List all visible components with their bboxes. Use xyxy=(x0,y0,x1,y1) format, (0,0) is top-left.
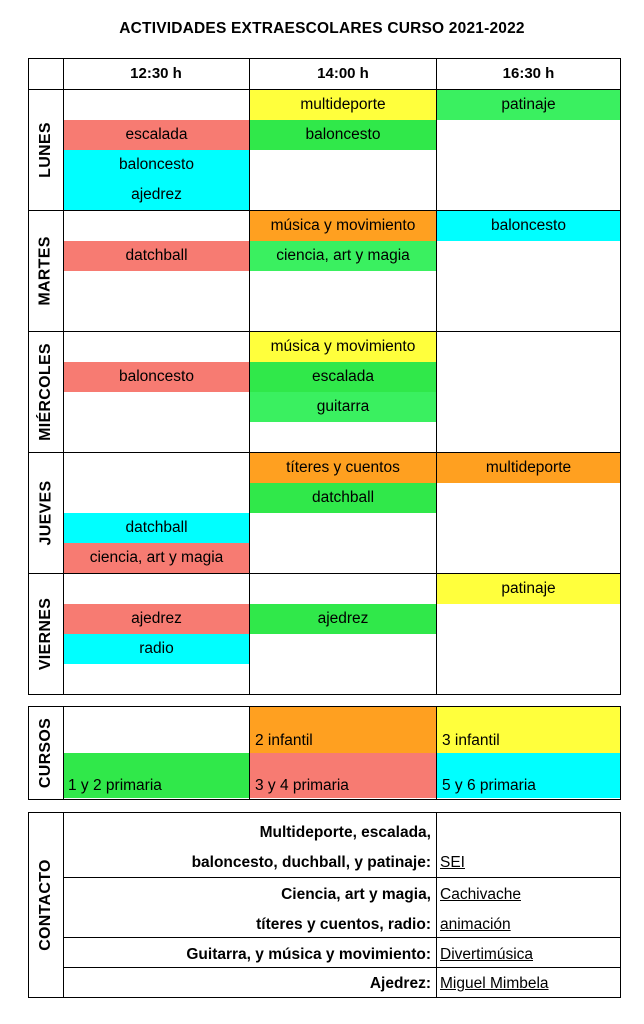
activity-cell: baloncesto xyxy=(250,120,436,150)
curso-1-2-primaria: 1 y 2 primaria xyxy=(63,753,249,798)
divider xyxy=(249,59,250,694)
curso-2-infantil: 2 infantil xyxy=(250,707,436,753)
day-label-lunes: LUNES xyxy=(37,121,55,178)
header-time-3: 16:30 h xyxy=(502,65,555,82)
curso-3-infantil: 3 infantil xyxy=(437,707,620,753)
contact-link-divertimusica[interactable]: Divertimúsica xyxy=(440,946,534,963)
day-label-viernes: VIERNES xyxy=(37,597,54,670)
activity-cell: guitarra xyxy=(250,392,436,422)
divider xyxy=(63,937,620,938)
activity-cell: ajedrez xyxy=(64,180,249,210)
contact-label-line: baloncesto, duchball, y patinaje: xyxy=(191,854,431,871)
cursos-legend xyxy=(28,706,621,800)
activity-cell: baloncesto xyxy=(437,211,620,241)
contacto-label: CONTACTO xyxy=(37,858,54,951)
divider xyxy=(29,452,620,453)
activity-cell: títeres y cuentos xyxy=(250,453,436,483)
activity-cell: baloncesto xyxy=(64,362,249,392)
activity-cell: datchball xyxy=(250,483,436,513)
activity-cell: ajedrez xyxy=(64,604,249,634)
header-time-1: 12:30 h xyxy=(130,65,182,82)
activity-cell: música y movimiento xyxy=(250,211,436,241)
divider xyxy=(29,573,620,574)
divider xyxy=(63,59,64,694)
contact-link-sei[interactable]: SEI xyxy=(440,854,465,871)
activity-cell: música y movimiento xyxy=(250,332,436,362)
divider xyxy=(436,707,437,799)
contacto-table xyxy=(28,812,621,998)
activity-cell: patinaje xyxy=(437,574,620,604)
contact-label-line: Ajedrez: xyxy=(369,975,431,992)
contact-link-animacion[interactable]: animación xyxy=(440,916,511,933)
contact-link-miguel-mimbela[interactable]: Miguel Mimbela xyxy=(440,975,549,992)
contact-label-line: Ciencia, art y magia, xyxy=(281,886,431,903)
activity-cell: multideporte xyxy=(250,90,436,120)
divider xyxy=(436,59,437,694)
activity-cell: patinaje xyxy=(437,90,620,120)
activity-cell: datchball xyxy=(64,513,249,543)
divider xyxy=(29,210,620,211)
activity-cell: multideporte xyxy=(437,453,620,483)
activity-cell: radio xyxy=(64,634,249,664)
activity-cell: datchball xyxy=(64,241,249,271)
schedule-table xyxy=(28,58,621,695)
contact-label-line: Guitarra, y música y movimiento: xyxy=(186,946,431,963)
divider xyxy=(63,967,620,968)
contact-label-line: Multideporte, escalada, xyxy=(259,824,431,841)
curso-3-4-primaria: 3 y 4 primaria xyxy=(250,753,436,798)
cursos-label: CURSOS xyxy=(37,717,55,788)
activity-cell: baloncesto xyxy=(64,150,249,180)
activity-cell: escalada xyxy=(250,362,436,392)
curso-5-6-primaria: 5 y 6 primaria xyxy=(437,753,620,798)
divider xyxy=(29,89,620,90)
activity-cell: ajedrez xyxy=(250,604,436,634)
divider xyxy=(436,813,437,997)
activity-cell: ciencia, art y magia xyxy=(64,543,249,573)
activity-cell: escalada xyxy=(64,120,249,150)
activity-cell: ciencia, art y magia xyxy=(250,241,436,271)
contact-label-line: títeres y cuentos, radio: xyxy=(256,916,431,933)
divider xyxy=(63,877,620,878)
divider xyxy=(63,707,64,799)
contact-link-cachivache[interactable]: Cachivache xyxy=(440,886,521,903)
day-label-jueves: JUEVES xyxy=(37,480,55,545)
divider xyxy=(29,331,620,332)
header-time-2: 14:00 h xyxy=(317,65,369,82)
divider xyxy=(249,707,250,799)
divider xyxy=(63,813,64,997)
day-label-martes: MARTES xyxy=(37,235,55,306)
day-label-miercoles: MIÉRCOLES xyxy=(37,342,55,441)
page-title: ACTIVIDADES EXTRAESCOLARES CURSO 2021-2022 xyxy=(119,20,525,37)
